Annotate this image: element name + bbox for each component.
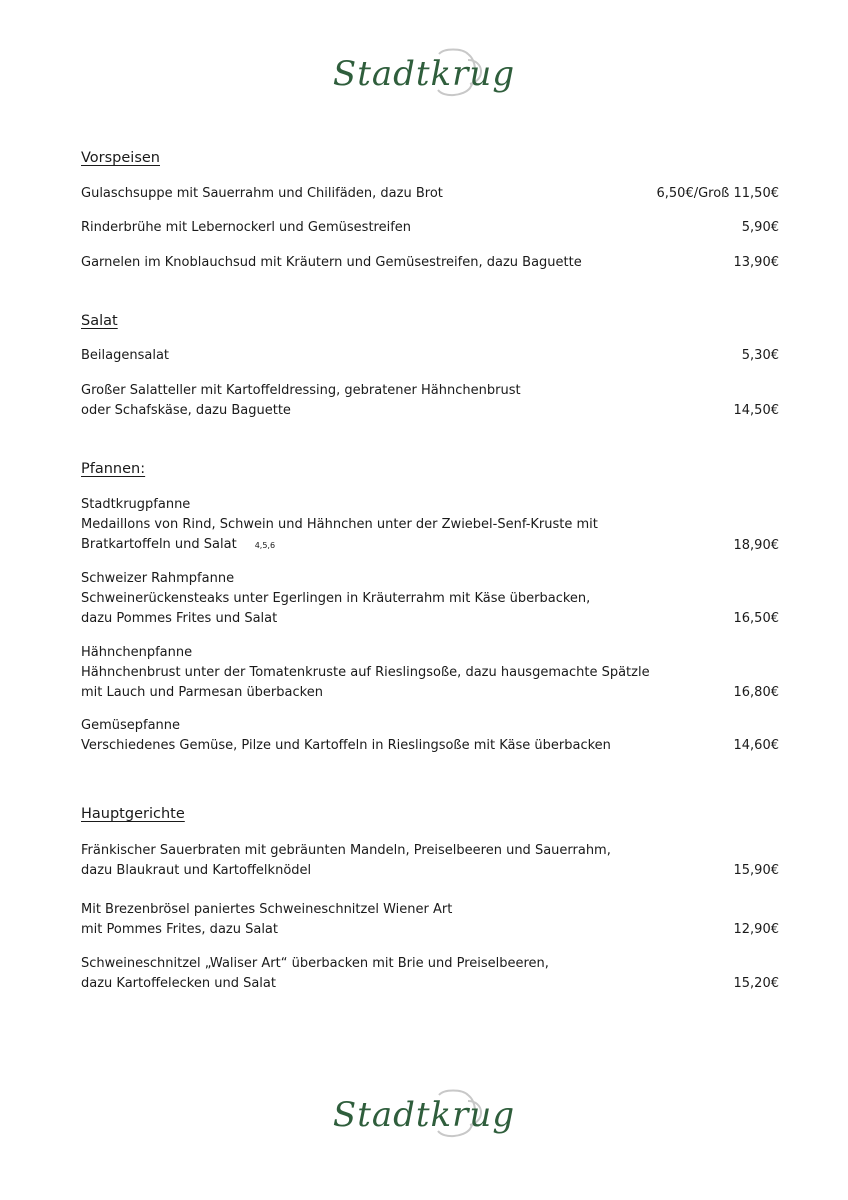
- item-description: [81, 495, 681, 556]
- item-description: Großer Salatteller mit Kartoffeldressing, gebratener Hähnchenbrust oder Schafskäse, dazu Baguette: [81, 383, 521, 418]
- logo-text: Stadtkrug: [332, 1095, 516, 1135]
- item-description: Beilagensalat: [81, 348, 170, 363]
- menu-item: [81, 716, 779, 756]
- menu-item: [81, 184, 779, 204]
- section-title-vorspeisen: Vorspeisen: [81, 150, 160, 166]
- item-price: 6,50€/Groß 11,50€: [656, 186, 779, 201]
- item-price: 16,50€: [733, 611, 779, 626]
- logo-text: Stadtkrug: [332, 54, 516, 94]
- section-title-pfannen: Pfannen:: [81, 461, 146, 477]
- item-description: Rinderbrühe mit Lebernockerl und Gemüsestreifen: [81, 220, 412, 235]
- item-price: 5,90€: [741, 220, 779, 235]
- item-price: 18,90€: [733, 538, 779, 553]
- item-price: 14,60€: [733, 738, 779, 753]
- item-description: Hähnchenpfanne Hähnchenbrust unter der Tomatenkruste auf Rieslingsoße, dazu hausgemachte Spätzle mit Lauch und Parmesan überbacken: [81, 645, 650, 700]
- menu-item: [81, 841, 779, 881]
- section-title-hauptgerichte: Hauptgerichte: [81, 806, 185, 822]
- menu-item: [81, 569, 779, 629]
- item-description: Garnelen im Knoblauchsud mit Kräutern und Gemüsestreifen, dazu Baguette: [81, 255, 582, 270]
- menu-item: [81, 346, 779, 366]
- section-title-salat: Salat: [81, 313, 118, 329]
- item-price: 15,90€: [733, 863, 779, 878]
- logo-bottom: [0, 1087, 848, 1147]
- menu-item: [81, 253, 779, 273]
- item-description: Mit Brezenbrösel paniertes Schweineschnitzel Wiener Art mit Pommes Frites, dazu Salat: [81, 902, 453, 937]
- menu-item: [81, 218, 779, 238]
- item-description: Gemüsepfanne Verschiedenes Gemüse, Pilze und Kartoffeln in Rieslingsoße mit Käse überbacken: [81, 718, 611, 753]
- item-description: Schweizer Rahmpfanne Schweinerückensteaks unter Egerlingen in Kräuterrahm mit Käse überbacken, dazu Pommes Frites und Salat: [81, 571, 591, 626]
- item-price: 16,80€: [733, 685, 779, 700]
- item-description-text: Stadtkrugpfanne Medaillons von Rind, Schwein und Hähnchen unter der Zwiebel-Senf-Kruste mit Bratkartoffeln und Salat: [81, 497, 598, 552]
- menu-item: [81, 643, 779, 703]
- menu-item: [81, 495, 779, 556]
- allergen-codes: 4,5,6: [254, 541, 276, 550]
- menu-item: [81, 954, 779, 994]
- menu-item: [81, 381, 779, 421]
- item-price: 5,30€: [741, 348, 779, 363]
- item-price: 15,20€: [733, 976, 779, 991]
- item-description: Gulaschsuppe mit Sauerrahm und Chilifäden, dazu Brot: [81, 186, 443, 201]
- menu-item: [81, 900, 779, 940]
- item-price: 13,90€: [733, 255, 779, 270]
- item-price: 14,50€: [733, 403, 779, 418]
- logo-top: [0, 46, 848, 106]
- item-description: Schweineschnitzel „Waliser Art“ überbacken mit Brie und Preiselbeeren, dazu Kartoffelecken und Salat: [81, 956, 549, 991]
- item-price: 12,90€: [733, 922, 779, 937]
- item-description: Fränkischer Sauerbraten mit gebräunten Mandeln, Preiselbeeren und Sauerrahm, dazu Blaukraut und Kartoffelknödel: [81, 843, 611, 878]
